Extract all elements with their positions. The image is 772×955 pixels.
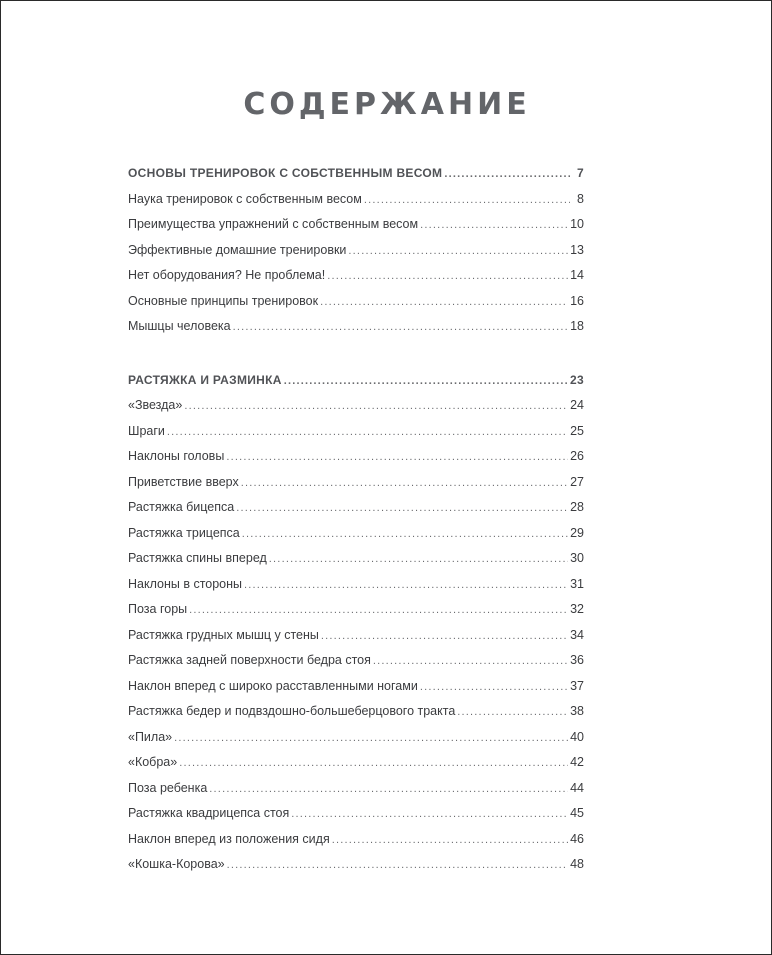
toc-page-number: 18 xyxy=(570,319,584,333)
dot-leader xyxy=(189,598,568,624)
toc-entry-label: Шраги xyxy=(128,423,165,438)
toc-entry[interactable] xyxy=(128,648,584,674)
dot-leader xyxy=(444,162,570,188)
toc-page-number: 29 xyxy=(570,525,584,540)
toc-page-number: 23 xyxy=(570,372,584,387)
dot-leader xyxy=(373,649,568,675)
toc-entry[interactable] xyxy=(128,495,584,521)
dot-leader xyxy=(226,445,568,471)
toc-entry[interactable] xyxy=(128,699,584,725)
dot-leader xyxy=(332,828,568,854)
dot-leader xyxy=(242,522,568,548)
toc-entry-label: Эффективные домашние тренировки xyxy=(128,242,347,257)
toc-entry-label: Растяжка бедер и подвздошно-большеберцового тракта xyxy=(128,704,456,718)
dot-leader xyxy=(320,290,568,316)
toc-entry[interactable] xyxy=(128,546,584,572)
toc-page-number: 16 xyxy=(570,293,584,308)
toc-page-number: 25 xyxy=(570,423,584,438)
toc-page-number: 40 xyxy=(570,729,584,744)
dot-leader xyxy=(420,675,568,701)
toc-page-number: 30 xyxy=(570,551,584,565)
toc-entry[interactable] xyxy=(128,750,584,776)
toc-page-number: 32 xyxy=(570,602,584,616)
toc-entry-label: «Кобра» xyxy=(128,755,178,769)
dot-leader xyxy=(227,853,568,879)
dot-leader xyxy=(209,777,568,803)
toc-page-number: 48 xyxy=(570,857,584,871)
dot-leader xyxy=(167,420,568,446)
toc-page-number: 26 xyxy=(570,449,584,463)
toc-page-number: 8 xyxy=(577,191,584,206)
toc-entry[interactable] xyxy=(128,852,584,878)
dot-leader xyxy=(321,624,568,650)
toc-page-number: 13 xyxy=(570,242,584,257)
toc-page-number: 37 xyxy=(570,678,584,693)
dot-leader xyxy=(327,264,568,290)
toc-entry-label: Поза горы xyxy=(128,602,188,616)
toc-entry-label: Растяжка задней поверхности бедра стоя xyxy=(128,653,371,667)
toc-page-number: 42 xyxy=(570,755,584,769)
toc-entry-label: Наука тренировок с собственным весом xyxy=(128,191,362,206)
toc-entry-label: «Кошка-Корова» xyxy=(128,857,225,871)
toc-entry[interactable] xyxy=(128,597,584,623)
toc-entry-label: Растяжка бицепса xyxy=(128,500,235,514)
dot-leader xyxy=(457,700,568,726)
toc-entry-label: Наклон вперед с широко расставленными ногами xyxy=(128,678,418,693)
toc-page-number: 45 xyxy=(570,806,584,820)
toc-entry-label: Наклоны головы xyxy=(128,449,225,463)
toc-entry-label: Нет оборудования? Не проблема! xyxy=(128,268,326,282)
toc-section-heading[interactable] xyxy=(128,161,584,187)
toc-page-number: 31 xyxy=(570,576,584,591)
toc-section-basics xyxy=(128,161,584,340)
toc-entry[interactable] xyxy=(128,444,584,470)
toc-heading-label: РАСТЯЖКА И РАЗМИНКА xyxy=(128,372,282,387)
toc-entry-label: Поза ребенка xyxy=(128,780,208,795)
toc-heading-label: ОСНОВЫ ТРЕНИРОВОК С СОБСТВЕННЫМ ВЕСОМ xyxy=(128,166,443,180)
toc-entry[interactable] xyxy=(128,776,584,802)
toc-entry[interactable] xyxy=(128,801,584,827)
dot-leader xyxy=(236,496,568,522)
toc-entry-label: Растяжка квадрицепса стоя xyxy=(128,806,290,820)
dot-leader xyxy=(233,315,568,341)
toc-entry[interactable] xyxy=(128,827,584,853)
dot-leader xyxy=(284,369,568,395)
toc-entry[interactable] xyxy=(128,238,584,264)
toc-entry-label: Наклоны в стороны xyxy=(128,576,243,591)
dot-leader xyxy=(348,239,568,265)
toc-entry[interactable] xyxy=(128,187,584,213)
toc-page-number: 7 xyxy=(577,166,584,180)
toc-entry-label: Приветствие вверх xyxy=(128,474,239,489)
dot-leader xyxy=(420,213,568,239)
toc-entry-label: «Звезда» xyxy=(128,398,183,412)
toc-section-heading[interactable] xyxy=(128,368,584,394)
toc-page-number: 27 xyxy=(570,474,584,489)
toc-entry-label: Преимущества упражнений с собственным весом xyxy=(128,217,419,231)
toc-entry[interactable] xyxy=(128,314,584,340)
toc-section-stretching xyxy=(128,368,584,878)
dot-leader xyxy=(179,751,568,777)
toc-entry-label: Растяжка трицепса xyxy=(128,525,240,540)
toc-entry[interactable] xyxy=(128,572,584,598)
toc-entry-label: Основные принципы тренировок xyxy=(128,293,319,308)
toc-entry[interactable] xyxy=(128,419,584,445)
dot-leader xyxy=(184,394,568,420)
toc-entry[interactable] xyxy=(128,289,584,315)
toc-entry[interactable] xyxy=(128,725,584,751)
dot-leader xyxy=(174,726,568,752)
dot-leader xyxy=(364,188,570,214)
dot-leader xyxy=(269,547,568,573)
toc-page-number: 28 xyxy=(570,500,584,514)
toc-entry-label: Растяжка грудных мышц у стены xyxy=(128,627,319,642)
toc-page-number: 46 xyxy=(570,831,584,846)
toc-entry[interactable] xyxy=(128,470,584,496)
toc-entry-label: «Пила» xyxy=(128,729,173,744)
toc-page-number: 38 xyxy=(570,704,584,718)
toc-entry[interactable] xyxy=(128,623,584,649)
toc-page-number: 36 xyxy=(570,653,584,667)
toc-entry-label: Наклон вперед из положения сидя xyxy=(128,831,330,846)
dot-leader xyxy=(244,573,568,599)
toc-entry[interactable] xyxy=(128,263,584,289)
toc-page-number: 10 xyxy=(570,217,584,231)
toc-entry[interactable] xyxy=(128,674,584,700)
toc-page-number: 14 xyxy=(570,268,584,282)
toc-entry[interactable] xyxy=(128,521,584,547)
toc-entry[interactable] xyxy=(128,393,584,419)
toc-page-number: 24 xyxy=(570,398,584,412)
table-of-contents xyxy=(128,161,584,878)
toc-entry-label: Мышцы человека xyxy=(128,319,231,333)
toc-entry[interactable] xyxy=(128,212,584,238)
toc-entry-label: Растяжка спины вперед xyxy=(128,551,267,565)
page-title: СОДЕРЖАНИЕ xyxy=(243,87,531,122)
toc-page-number: 44 xyxy=(570,780,584,795)
toc-page-number: 34 xyxy=(570,627,584,642)
dot-leader xyxy=(241,471,568,497)
dot-leader xyxy=(291,802,568,828)
